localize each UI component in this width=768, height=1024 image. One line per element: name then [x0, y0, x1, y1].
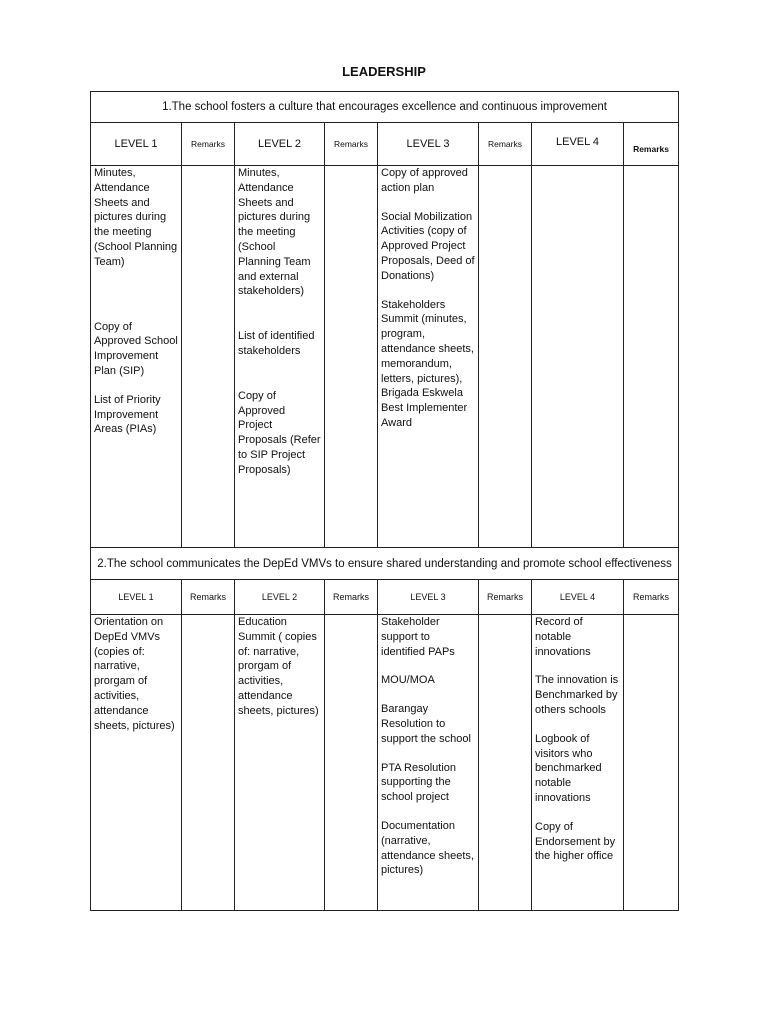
- evidence-item: List of Priority Improvement Areas (PIAs): [94, 393, 161, 436]
- level-3-evidence: [378, 615, 479, 911]
- evidence-item: Barangay Resolution to support the school: [381, 703, 471, 745]
- indicator-1: 1.The school fosters a culture that encourages excellence and continuous improvement: [91, 92, 679, 123]
- evidence-item: Minutes, Attendance Sheets and pictures during the meeting (School Planning Team and external stakeholders): [238, 167, 311, 298]
- remarks-header: Remarks: [325, 123, 378, 166]
- level-2-evidence: [235, 166, 325, 548]
- indicator-row-2: [91, 548, 679, 580]
- leadership-rubric-table: [90, 91, 679, 911]
- evidence-item: Copy of approved action plan: [381, 167, 468, 194]
- level-3-evidence: [378, 166, 479, 548]
- level-1-header: LEVEL 1: [91, 580, 182, 615]
- header-row-1: [91, 123, 679, 166]
- level-3-header: LEVEL 3: [378, 580, 479, 615]
- page-title: LEADERSHIP: [342, 64, 426, 79]
- level-1-header: LEVEL 1: [91, 123, 182, 166]
- evidence-item: List of identified stakeholders: [238, 330, 315, 357]
- evidence-item: Record of notable innovations: [535, 616, 591, 658]
- remarks-cell: [479, 615, 532, 911]
- remarks-cell: [624, 615, 679, 911]
- level-3-header: LEVEL 3: [378, 123, 479, 166]
- level-2-evidence: [235, 615, 325, 911]
- header-row-2: [91, 580, 679, 615]
- level-2-header: LEVEL 2: [235, 580, 325, 615]
- evidence-item: Copy of Endorsement by the higher office: [535, 820, 616, 863]
- remarks-header: Remarks: [325, 580, 378, 615]
- remarks-header: Remarks: [624, 123, 679, 166]
- level-1-evidence: [91, 166, 182, 548]
- evidence-item: The innovation is Benchmarked by others schools: [535, 674, 619, 716]
- evidence-item: Copy of Approved School Improvement Plan (SIP): [94, 320, 178, 377]
- remarks-header: Remarks: [182, 123, 235, 166]
- level-4-evidence: [532, 166, 624, 548]
- level-4-header: LEVEL 4: [532, 580, 624, 615]
- remarks-cell: [479, 166, 532, 548]
- evidence-item: Education Summit ( copies of: narrative, prorgam of activities, attendance sheets, pictures): [238, 616, 319, 717]
- evidence-item: Copy of Approved Project Proposals (Refer to SIP Project Proposals): [238, 389, 321, 476]
- indicator-row-1: [91, 92, 679, 123]
- level-4-evidence: [532, 615, 624, 911]
- evidence-item: Stakeholder support to identified PAPs: [381, 616, 455, 658]
- evidence-row-2: [91, 615, 679, 911]
- evidence-item: Logbook of visitors who benchmarked notable innovations: [535, 732, 602, 804]
- evidence-item: Stakeholders Summit (minutes, program, attendance sheets, memorandum, letters, pictures), Brigada Eskwela Best Implementer Award: [381, 298, 474, 429]
- remarks-cell: [325, 166, 378, 548]
- level-1-evidence: [91, 615, 182, 911]
- evidence-item: MOU/MOA: [381, 674, 435, 687]
- evidence-item: Minutes, Attendance Sheets and pictures during the meeting (School Planning Team): [94, 167, 178, 268]
- level-4-header: LEVEL 4: [532, 123, 624, 166]
- remarks-header: Remarks: [182, 580, 235, 615]
- evidence-row-1: [91, 166, 679, 548]
- remarks-header: Remarks: [624, 580, 679, 615]
- evidence-item: Orientation on DepEd VMVs (copies of: narrative, prorgam of activities, attendance sheets, pictures): [94, 616, 175, 732]
- evidence-item: Social Mobilization Activities (copy of Approved Project Proposals, Deed of Donations): [381, 210, 475, 282]
- remarks-cell: [182, 166, 235, 548]
- remarks-cell: [624, 166, 679, 548]
- remarks-cell: [182, 615, 235, 911]
- evidence-item: PTA Resolution supporting the school project: [381, 761, 457, 804]
- indicator-2: 2.The school communicates the DepEd VMVs to ensure shared understanding and promote school effectiveness: [91, 548, 679, 580]
- remarks-header: Remarks: [479, 580, 532, 615]
- level-2-header: LEVEL 2: [235, 123, 325, 166]
- remarks-cell: [325, 615, 378, 911]
- remarks-header: Remarks: [479, 123, 532, 166]
- evidence-item: Documentation (narrative, attendance sheets, pictures): [381, 819, 474, 877]
